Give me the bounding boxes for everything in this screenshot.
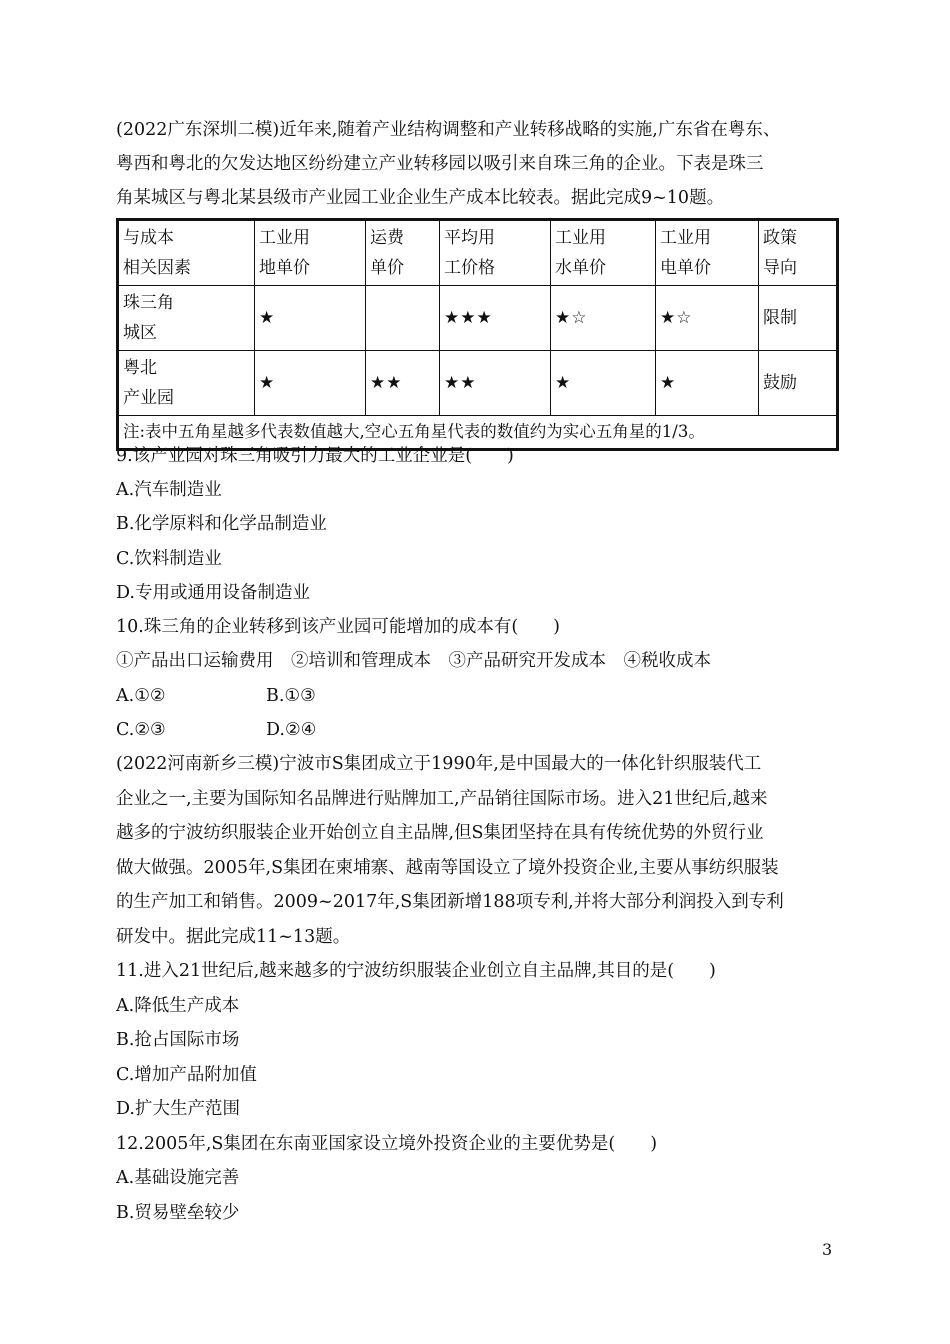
- table-row: [118, 351, 838, 416]
- intro2-line: 的生产加工和销售。2009~2017年,S集团新增188项专利,并将大部分利润投入到专利: [116, 892, 784, 912]
- question-stem: 12.2005年,S集团在东南亚国家设立境外投资企业的主要优势是( ): [116, 1134, 658, 1154]
- intro2-line: 越多的宁波纺织服装企业开始创立自主品牌,但S集团坚持在具有传统优势的外贸行业: [116, 823, 764, 843]
- question-stem: 10.珠三角的企业转移到该产业园可能增加的成本有( ): [116, 617, 560, 637]
- intro1-line: 粤西和粤北的欠发达地区纷纷建立产业转移园以吸引来自珠三角的企业。下表是珠三: [116, 154, 764, 174]
- answer-option: D.扩大生产范围: [116, 1099, 240, 1119]
- table-header-cell: 工业用 地单价: [255, 220, 366, 286]
- answer-option: B.化学原料和化学品制造业: [116, 514, 327, 534]
- table-cell: ★★★: [440, 286, 551, 351]
- page-number: 3: [822, 1240, 833, 1259]
- answer-option: A.基础设施完善: [116, 1168, 240, 1188]
- table-cell: 鼓励: [759, 351, 838, 416]
- intro2-line: 做大做强。2005年,S集团在柬埔寨、越南等国设立了境外投资企业,主要从事纺织服装: [116, 858, 779, 878]
- table-cell: ★: [551, 351, 656, 416]
- intro2-line: (2022河南新乡三模)宁波市S集团成立于1990年,是中国最大的一体化针织服装代工: [116, 754, 762, 774]
- answer-option: A.汽车制造业: [116, 480, 222, 500]
- intro2-line: 研发中。据此完成11~13题。: [116, 927, 351, 947]
- cost-comparison-table: [116, 218, 839, 451]
- table-cell: 限制: [759, 286, 838, 351]
- question-stem: 9.该产业园对珠三角吸引力最大的工业企业是( ): [116, 446, 514, 466]
- question-items: ①产品出口运输费用 ②培训和管理成本 ③产品研究开发成本 ④税收成本: [116, 651, 711, 671]
- answer-option: D.专用或通用设备制造业: [116, 583, 310, 603]
- answer-option-row: [116, 717, 316, 743]
- answer-option: A.①②: [116, 686, 166, 706]
- table-cell: ★: [255, 286, 366, 351]
- answer-option-row: [116, 683, 316, 709]
- table-cell: ★☆: [551, 286, 656, 351]
- answer-option: C.饮料制造业: [116, 549, 222, 569]
- table-header-cell: 政策 导向: [759, 220, 838, 286]
- intro1-line: 角某城区与粤北某县级市产业园工业企业生产成本比较表。据此完成9~10题。: [116, 188, 725, 208]
- table-cell: ★: [656, 351, 759, 416]
- table-header-cell: 工业用 水单价: [551, 220, 656, 286]
- table-cell: ★: [255, 351, 366, 416]
- table-header-row: [118, 220, 838, 286]
- table-header-cell: 工业用 电单价: [656, 220, 759, 286]
- table-header-cell: 与成本 相关因素: [118, 220, 255, 286]
- table-note: 注:表中五角星越多代表数值越大,空心五角星代表的数值约为实心五角星的1/3。: [118, 416, 838, 450]
- table-cell: ★★: [440, 351, 551, 416]
- question-stem: 11.进入21世纪后,越来越多的宁波纺织服装企业创立自主品牌,其目的是( ): [116, 961, 716, 981]
- answer-option: A.降低生产成本: [116, 996, 240, 1016]
- table-header-cell: 运费 单价: [366, 220, 440, 286]
- table-row: [118, 286, 838, 351]
- answer-option: B.贸易壁垒较少: [116, 1203, 240, 1223]
- row-label-cell: 粤北 产业园: [118, 351, 255, 416]
- table-header-cell: 平均用 工价格: [440, 220, 551, 286]
- answer-option: C.②③: [116, 720, 166, 740]
- table-cell: [366, 286, 440, 351]
- answer-option: D.②④: [266, 720, 317, 740]
- table-cell: ★☆: [656, 286, 759, 351]
- answer-option: C.增加产品附加值: [116, 1065, 257, 1085]
- table-cell: ★★: [366, 351, 440, 416]
- intro1-line: (2022广东深圳二模)近年来,随着产业结构调整和产业转移战略的实施,广东省在粤东、: [116, 120, 781, 140]
- row-label-cell: 珠三角 城区: [118, 286, 255, 351]
- intro2-line: 企业之一,主要为国际知名品牌进行贴牌加工,产品销往国际市场。进入21世纪后,越来: [116, 789, 768, 809]
- answer-option: B.①③: [266, 686, 316, 706]
- answer-option: B.抢占国际市场: [116, 1030, 240, 1050]
